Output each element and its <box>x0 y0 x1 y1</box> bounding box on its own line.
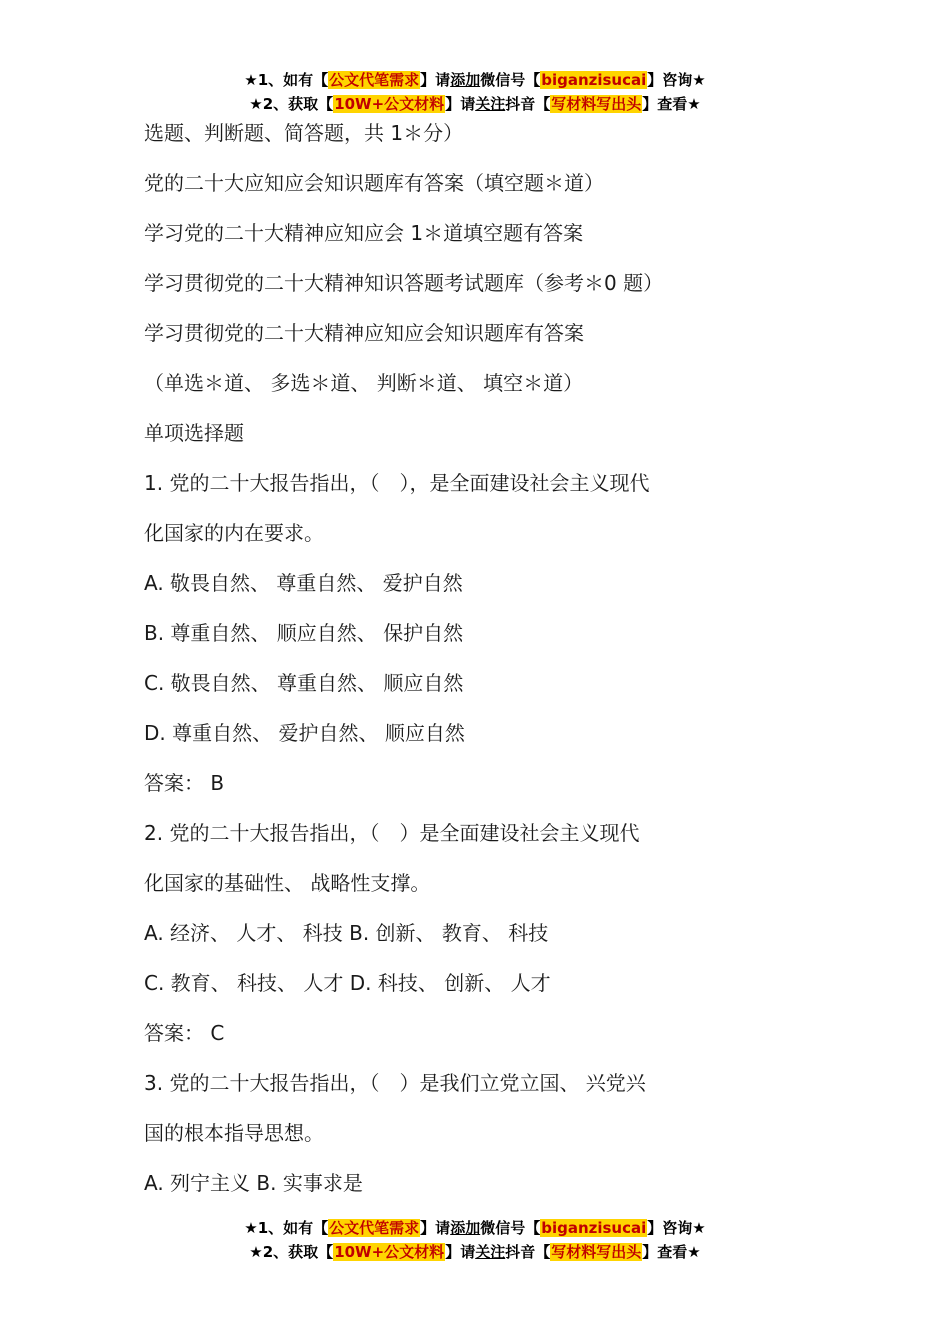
banner-highlight: biganzisucai <box>541 71 647 89</box>
question-2: 2. 党的二十大报告指出，（ ）是全面建设社会主义现代 <box>144 821 640 845</box>
options-ab: A. 经济、 人才、 科技 B. 创新、 教育、 科技 <box>144 921 549 945</box>
option-a: A. 敬畏自然、 尊重自然、 爱护自然 <box>144 571 463 595</box>
banner-line-2 <box>0 92 950 116</box>
banner-highlight: biganzisucai <box>541 1219 647 1237</box>
banner-underline: 关注 <box>475 95 506 113</box>
question-1: 1. 党的二十大报告指出，（ ），是全面建设社会主义现代 <box>144 471 650 495</box>
banner-highlight: 公文代笔需求 <box>329 1219 420 1237</box>
text-line: 党的二十大应知应会知识题库有答案（填空题＊道） <box>144 171 604 195</box>
banner-line-1 <box>0 68 950 92</box>
banner-text: 】查看★ <box>642 1243 701 1261</box>
options-cd: C. 教育、 科技、 人才 D. 科技、 创新、 人才 <box>144 971 551 995</box>
option-c: C. 敬畏自然、 尊重自然、 顺应自然 <box>144 671 464 695</box>
banner-text: ★1、如有【 <box>244 71 329 89</box>
text-line: 学习贯彻党的二十大精神知识答题考试题库（参考＊0 题） <box>144 271 664 295</box>
banner-highlight: 公文代笔需求 <box>329 71 420 89</box>
text-line: 学习党的二十大精神应知应会 1＊道填空题有答案 <box>144 221 584 245</box>
footer-banner <box>0 1216 950 1264</box>
document-body <box>144 120 794 1220</box>
banner-text: 微信号【 <box>480 1219 541 1237</box>
banner-underline: 关注 <box>475 1243 506 1261</box>
banner-highlight: 10W+公文材料 <box>334 1243 445 1261</box>
banner-underline: 添加 <box>450 71 481 89</box>
banner-text: 】咨询★ <box>647 1219 706 1237</box>
banner-text: 】请 <box>420 71 451 89</box>
banner-text: ★1、如有【 <box>244 1219 329 1237</box>
banner-highlight: 写材料写出头 <box>551 95 642 113</box>
banner-text: 】请 <box>445 1243 476 1261</box>
banner-underline: 添加 <box>450 1219 481 1237</box>
question-2-cont: 化国家的基础性、 战略性支撑。 <box>144 871 431 895</box>
text-line: 学习贯彻党的二十大精神应知应会知识题库有答案 <box>144 321 584 345</box>
text-line: 选题、判断题、简答题，共 1＊分） <box>144 121 464 145</box>
options-ab: A. 列宁主义 B. 实事求是 <box>144 1171 363 1195</box>
banner-text: 抖音【 <box>505 95 551 113</box>
banner-highlight: 10W+公文材料 <box>334 95 445 113</box>
option-d: D. 尊重自然、 爱护自然、 顺应自然 <box>144 721 465 745</box>
section-heading: 单项选择题 <box>144 421 244 445</box>
banner-text: 抖音【 <box>505 1243 551 1261</box>
option-b: B. 尊重自然、 顺应自然、 保护自然 <box>144 621 464 645</box>
banner-highlight: 写材料写出头 <box>551 1243 642 1261</box>
banner-text: 】查看★ <box>642 95 701 113</box>
banner-text: ★2、获取【 <box>249 1243 334 1261</box>
question-3: 3. 党的二十大报告指出，（ ）是我们立党立国、 兴党兴 <box>144 1071 646 1095</box>
banner-line-1 <box>0 1216 950 1240</box>
text-line: （单选＊道、 多选＊道、 判断＊道、 填空＊道） <box>144 371 584 395</box>
answer-2: 答案： C <box>144 1021 225 1045</box>
banner-text: 】请 <box>445 95 476 113</box>
banner-text: 】请 <box>420 1219 451 1237</box>
banner-text: 】咨询★ <box>647 71 706 89</box>
answer-1: 答案： B <box>144 771 225 795</box>
question-3-cont: 国的根本指导思想。 <box>144 1121 324 1145</box>
banner-text: 微信号【 <box>480 71 541 89</box>
header-banner <box>0 68 950 116</box>
question-1-cont: 化国家的内在要求。 <box>144 521 324 545</box>
banner-text: ★2、获取【 <box>249 95 334 113</box>
banner-line-2 <box>0 1240 950 1264</box>
